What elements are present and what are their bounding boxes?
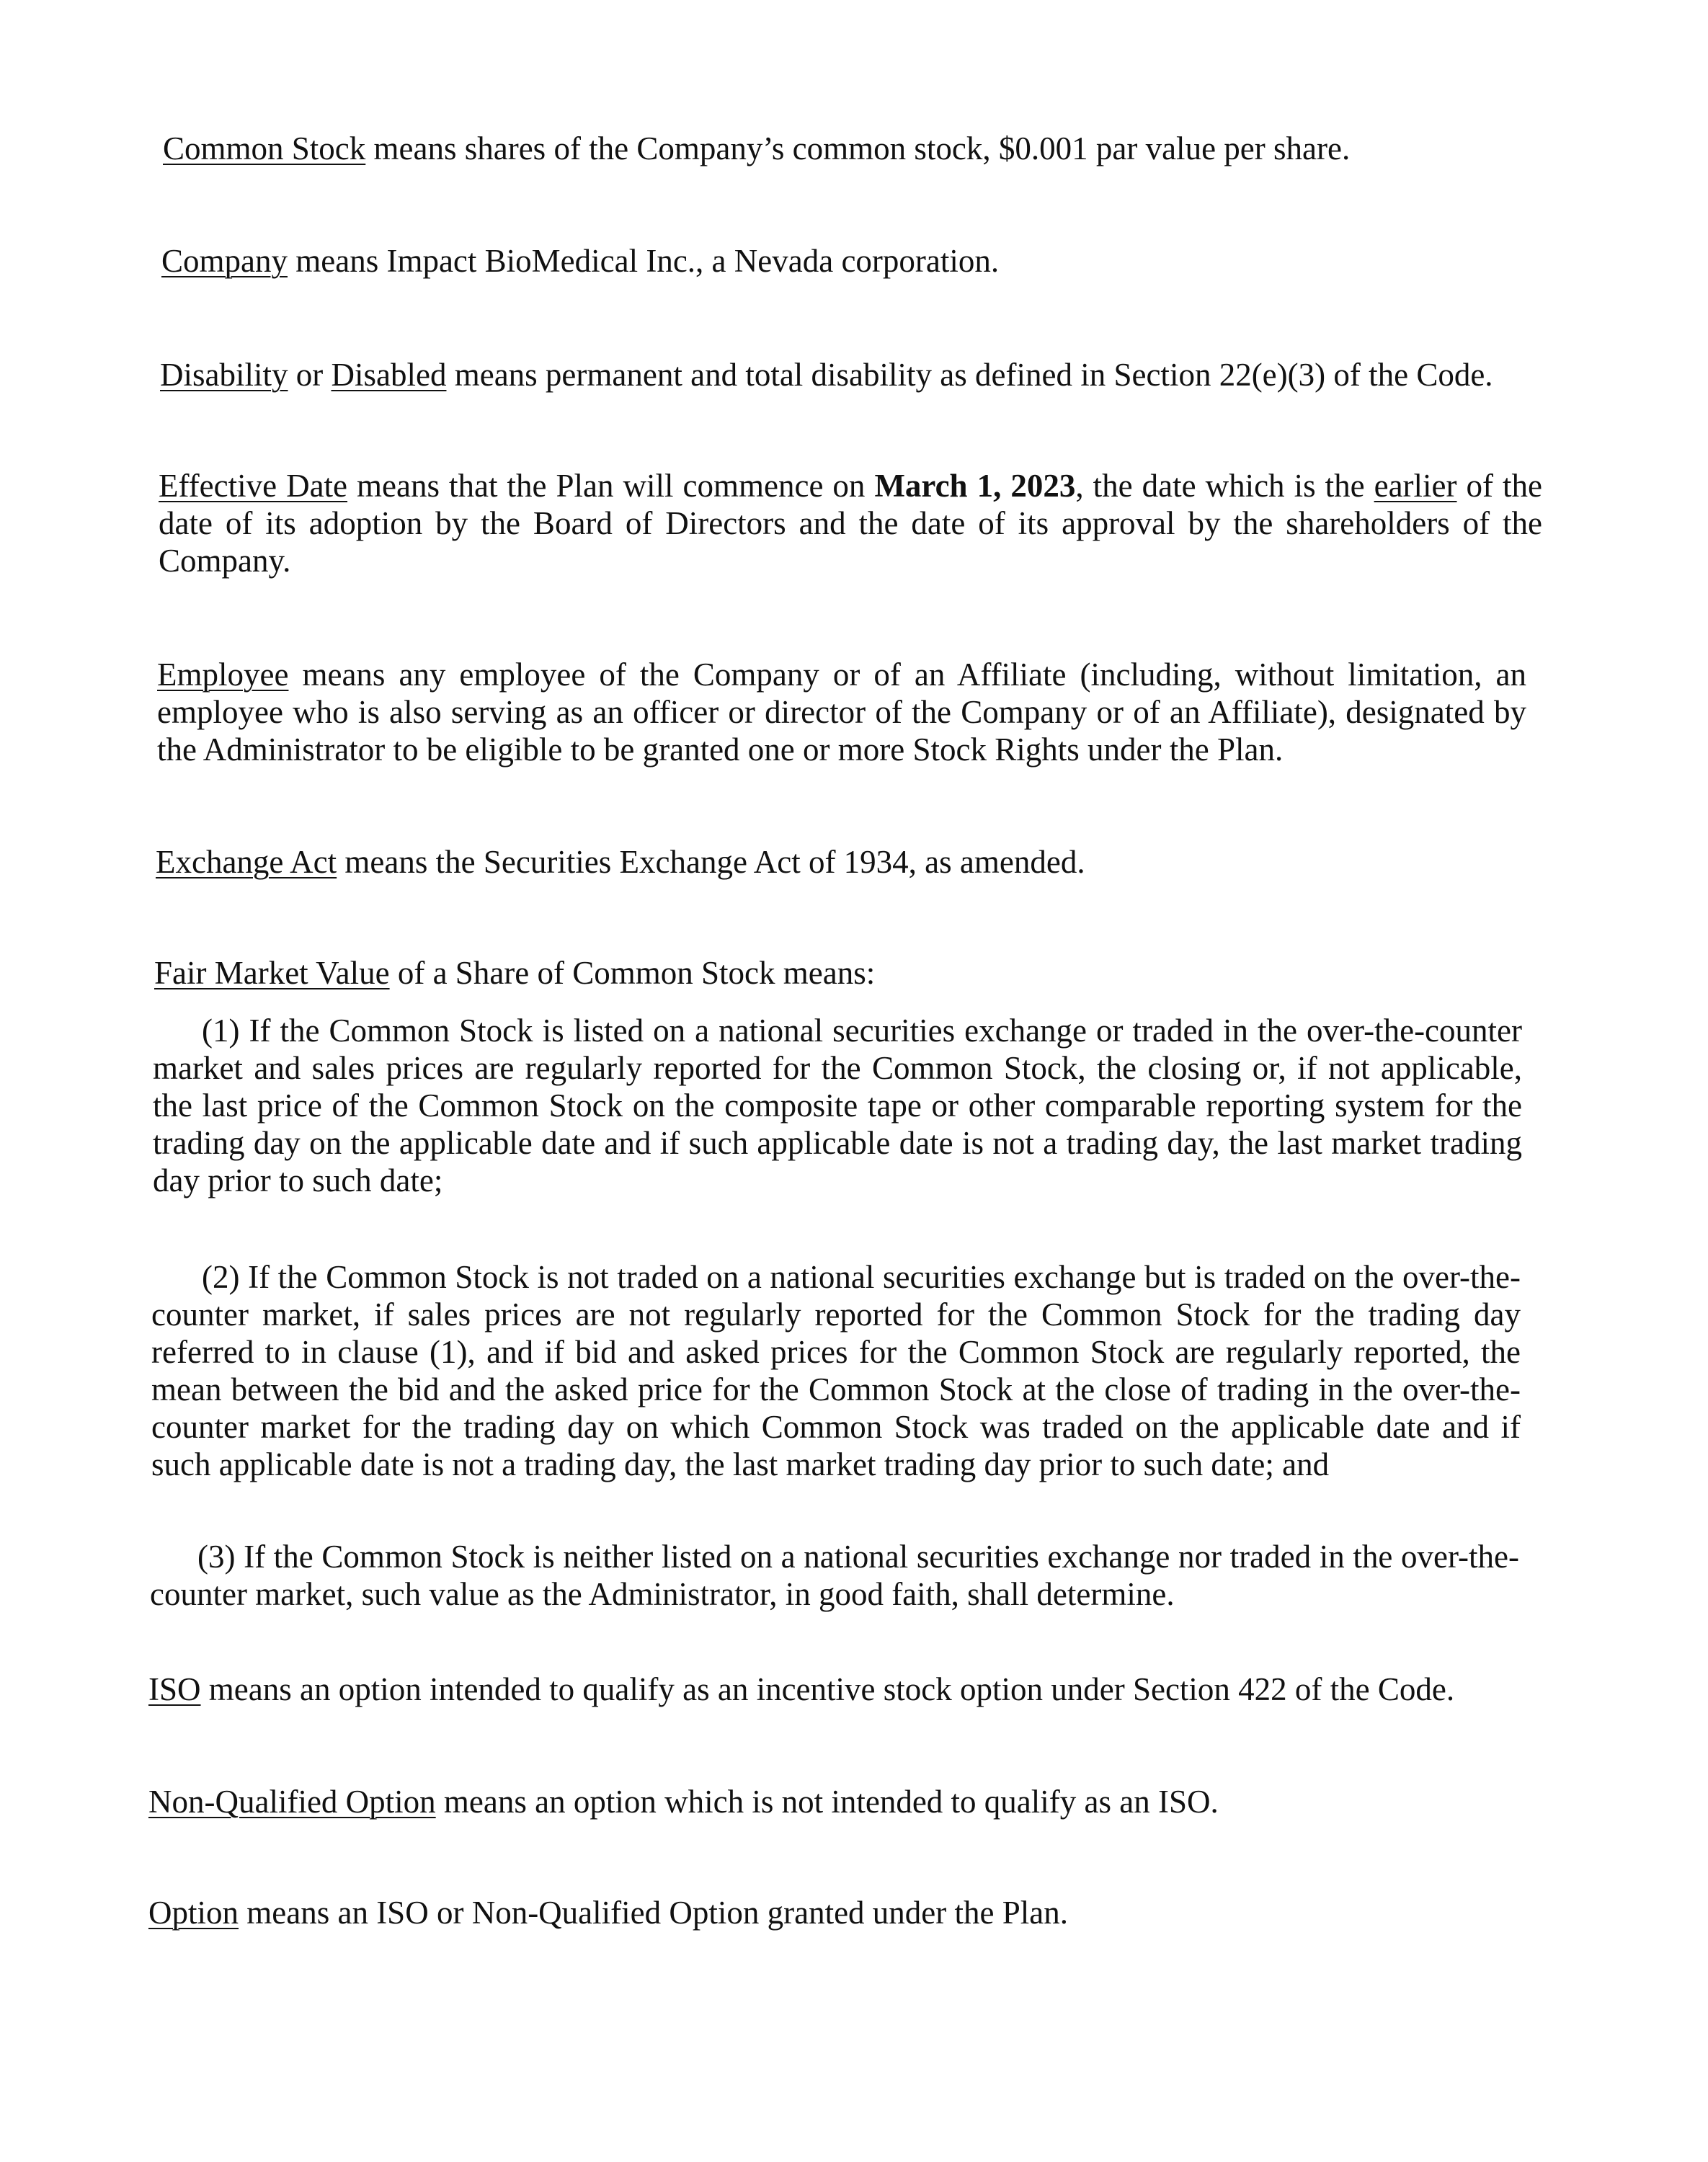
definition-text: means any employee of the Company or of an Affiliate (including, without limitation, an employee who is also serving as an officer or director of the Company or of an Affiliate), designated by the Administrator to be eligible to be granted one or more Stock Rights under the Plan. — [157, 657, 1526, 768]
term-disabled: Disabled — [331, 357, 447, 393]
definition-exchange-act — [156, 843, 1525, 881]
term-exchange-act: Exchange Act — [156, 844, 337, 880]
clause-text: (3) If the Common Stock is neither listed on a national securities exchange nor traded in the over-the-counter market, such value as the Administrator, in good faith, shall determine. — [150, 1539, 1519, 1612]
earlier-word: earlier — [1374, 468, 1457, 504]
definition-text: means the Securities Exchange Act of 1934, as amended. — [337, 844, 1085, 880]
definition-iso — [148, 1671, 1518, 1708]
definition-text: means permanent and total disability as defined in Section 22(e)(3) of the Code. — [446, 357, 1493, 393]
definition-employee — [157, 656, 1526, 768]
fmv-clause-1 — [153, 1012, 1522, 1199]
definition-non-qualified-option — [148, 1783, 1518, 1820]
definition-effective-date — [159, 467, 1542, 579]
definition-text-a: means that the Plan will commence on — [347, 468, 875, 504]
term-company: Company — [161, 243, 288, 279]
definition-text: means Impact BioMedical Inc., a Nevada corporation. — [288, 243, 1000, 279]
definition-common-stock — [163, 130, 1532, 167]
clause-text: (1) If the Common Stock is listed on a national securities exchange or traded in the over-the-counter market and sales prices are regularly reported for the Common Stock, the closing or, if not applicable, the last price of the Common Stock on the composite tape or other comparable reporting system for the trading day on the applicable date and if such applicable date is not a trading day, the last market trading day prior to such date; — [153, 1013, 1522, 1198]
term-option: Option — [148, 1895, 239, 1931]
definition-text: means an option intended to qualify as an incentive stock option under Section 422 of the Code. — [200, 1671, 1455, 1707]
definition-text-b: , the date which is the — [1075, 468, 1374, 504]
term-fair-market-value: Fair Market Value — [154, 955, 390, 991]
definition-connector: or — [288, 357, 332, 393]
fmv-clause-3 — [150, 1538, 1519, 1613]
fmv-clause-2 — [151, 1258, 1521, 1483]
term-effective-date: Effective Date — [159, 468, 348, 504]
definition-option — [148, 1894, 1518, 1931]
term-non-qualified-option: Non-Qualified Option — [148, 1784, 436, 1820]
effective-date-value: March 1, 2023 — [874, 468, 1076, 504]
term-common-stock: Common Stock — [163, 130, 366, 166]
clause-text: (2) If the Common Stock is not traded on a national securities exchange but is traded on the over-the-counter market, if sales prices are not regularly reported for the Common Stock for the trading day referred to in clause (1), and if bid and asked prices for the Common Stock are regularly reported, the mean between the bid and the asked price for the Common Stock at the close of trading in the over-the-counter market for the trading day on which Common Stock was traded on the applicable date and if such applicable date is not a trading day, the last market trading day prior to such date; and — [151, 1259, 1521, 1482]
definition-text: of a Share of Common Stock means: — [389, 955, 876, 991]
definition-disability — [160, 356, 1529, 393]
definition-fair-market-value — [154, 954, 1524, 992]
term-disability: Disability — [160, 357, 288, 393]
term-employee: Employee — [157, 657, 289, 693]
definition-text: means an ISO or Non-Qualified Option granted under the Plan. — [239, 1895, 1068, 1931]
definition-text-c: of the date of its adoption by the Board of Directors and the date of its approval by the shareholders of the Company. — [159, 468, 1542, 579]
term-iso: ISO — [148, 1671, 201, 1707]
definition-company — [161, 242, 1531, 280]
definition-text: means shares of the Company’s common stock, $0.001 par value per share. — [365, 130, 1351, 166]
definition-text: means an option which is not intended to qualify as an ISO. — [435, 1784, 1219, 1820]
